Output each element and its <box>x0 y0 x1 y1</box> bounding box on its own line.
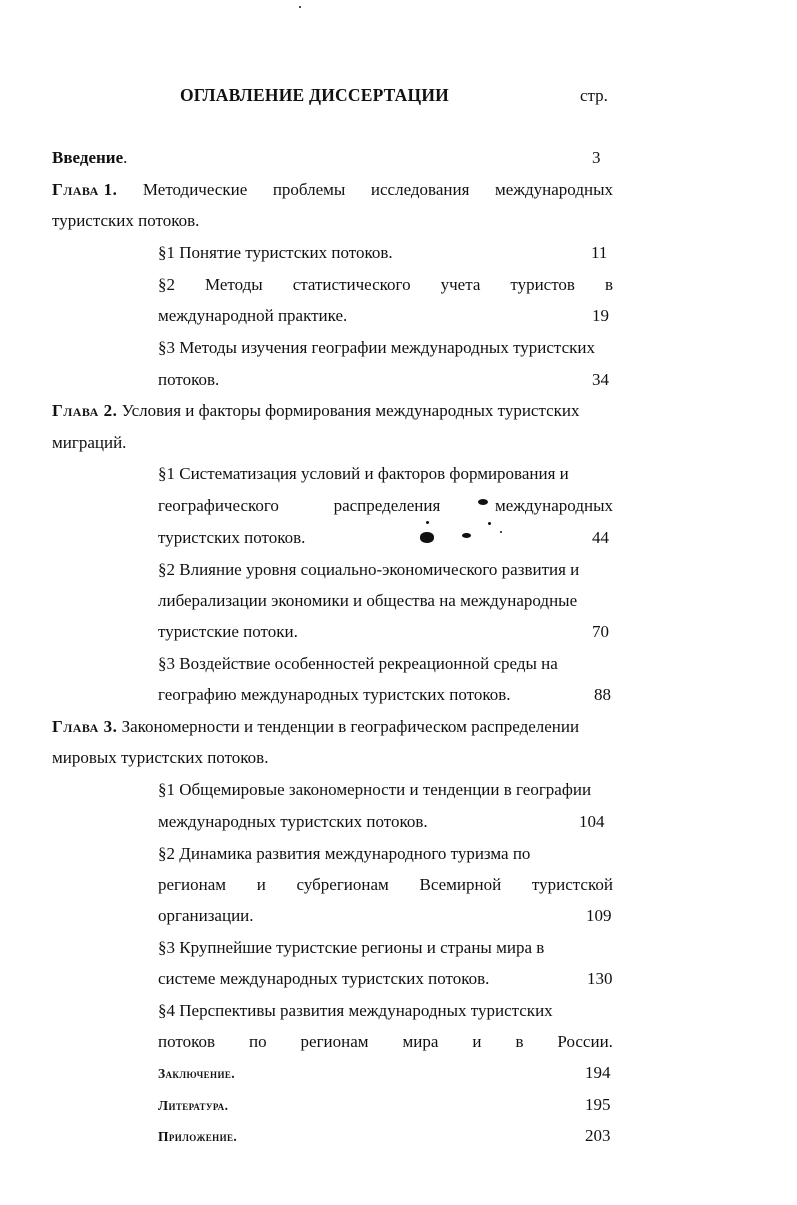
chapter-1-heading <box>52 180 613 200</box>
ch3-section-4-cont <box>158 1032 613 1052</box>
ch1-section-2 <box>158 275 613 295</box>
ch1-section-2-word: в <box>604 275 613 294</box>
ch3-section-4: §4 Перспективы развития международных туристских <box>158 1001 553 1020</box>
chapter-3-title: Закономерности и тенденции в географическом распределении <box>121 717 580 736</box>
literature-page: 195 <box>585 1095 611 1114</box>
conclusion-label: Заключение. <box>158 1066 236 1081</box>
literature-label: Литература. <box>158 1098 229 1113</box>
ch3-section-4-word: по <box>248 1032 267 1051</box>
ch3-section-3: §3 Крупнейшие туристские регионы и страны мира в <box>158 938 545 957</box>
ch1-section-1: §1 Понятие туристских потоков. <box>158 243 393 262</box>
ch1-section-2-word: учета <box>440 275 481 294</box>
ch3-section-1: §1 Общемировые закономерности и тенденции в географии <box>158 780 592 799</box>
ch3-section-4-word: потоков <box>158 1032 216 1051</box>
ch2-section-3-page: 88 <box>594 685 611 704</box>
ch3-section-2-cont2: организации. <box>158 906 254 925</box>
intro-dot: . <box>123 148 128 167</box>
ch3-section-2-word: и <box>256 875 266 894</box>
ch3-section-2-word: регионам <box>158 875 227 894</box>
ch3-section-3-cont: системе международных туристских потоков. <box>158 969 490 988</box>
chapter-2-label: Глава 2. <box>52 401 118 420</box>
ch3-section-4-word: и <box>472 1032 482 1051</box>
ch2-section-1-word: распределения <box>333 496 441 515</box>
chapter-1-word: Методические <box>142 180 248 199</box>
ch3-section-2-word: Всемирной <box>419 875 502 894</box>
ch2-section-2-cont: либерализации экономики и общества на международные <box>158 591 578 610</box>
ch3-section-1-cont: международных туристских потоков. <box>158 812 428 831</box>
ch1-section-2-page: 19 <box>592 306 609 325</box>
chapter-1-word: исследования <box>370 180 470 199</box>
scan-speck <box>488 522 491 525</box>
ch1-section-2-cont: международной практике. <box>158 306 348 325</box>
chapter-3-heading-cont: мировых туристских потоков. <box>52 748 269 767</box>
intro-label: Введение <box>52 148 124 167</box>
appendix-page: 203 <box>585 1126 611 1145</box>
toc-title: ОГЛАВЛЕНИЕ ДИССЕРТАЦИИ <box>180 85 449 105</box>
chapter-1-word: проблемы <box>272 180 346 199</box>
ch2-section-1-cont2: туристских потоков. <box>158 528 306 547</box>
ch2-section-1-page: 44 <box>592 528 609 547</box>
ch1-section-1-page: 11 <box>591 243 608 262</box>
chapter-3-label: Глава 3. <box>52 717 118 736</box>
ch2-section-3-cont: географию международных туристских потоков. <box>158 685 511 704</box>
ch1-section-2-word: статистического <box>292 275 411 294</box>
intro-entry <box>52 148 127 168</box>
ch1-section-3: §3 Методы изучения географии международных туристских <box>158 338 595 357</box>
ch3-section-2-word: субрегионам <box>296 875 389 894</box>
ch2-section-1: §1 Систематизация условий и факторов формирования и <box>158 464 569 483</box>
conclusion-page: 194 <box>585 1063 611 1082</box>
ch3-section-3-page: 130 <box>587 969 613 988</box>
appendix-label: Приложение. <box>158 1129 238 1144</box>
ch3-section-4-word: в <box>515 1032 524 1051</box>
scan-speck <box>420 532 434 543</box>
ch2-section-2-cont2: туристские потоки. <box>158 622 298 641</box>
chapter-1-heading-cont: туристских потоков. <box>52 211 200 230</box>
ch2-section-1-word: международных <box>494 496 613 515</box>
ch3-section-2-page: 109 <box>586 906 612 925</box>
ch1-section-3-page: 34 <box>592 370 609 389</box>
scan-speck <box>462 533 471 538</box>
ch1-section-2-word: туристов <box>510 275 575 294</box>
ch3-section-4-word: регионам <box>300 1032 369 1051</box>
ch3-section-4-word: мира <box>402 1032 439 1051</box>
ch1-section-3-cont: потоков. <box>158 370 220 389</box>
ch2-section-2: §2 Влияние уровня социально-экономического развития и <box>158 560 580 579</box>
ch3-section-2-word: туристской <box>531 875 613 894</box>
scan-speck <box>500 531 502 533</box>
chapter-2-title: Условия и факторы формирования международных туристских <box>121 401 580 420</box>
chapter-1-label: Глава 1. <box>52 180 118 199</box>
ch2-section-1-word: географического <box>158 496 279 515</box>
ch3-section-1-page: 104 <box>579 812 605 831</box>
ch3-section-4-word: России. <box>557 1032 613 1051</box>
ch2-section-3: §3 Воздействие особенностей рекреационной среды на <box>158 654 558 673</box>
ch1-section-2-word: Методы <box>204 275 263 294</box>
scan-speck <box>299 6 301 8</box>
ch3-section-2: §2 Динамика развития международного туризма по <box>158 844 531 863</box>
intro-page: 3 <box>592 148 601 167</box>
ch2-section-1-cont <box>158 496 613 516</box>
scan-speck <box>426 521 429 524</box>
chapter-2-heading-cont: миграций. <box>52 433 127 452</box>
chapter-2-heading <box>52 401 580 421</box>
ch2-section-2-page: 70 <box>592 622 609 641</box>
page-column-label: стр. <box>580 86 608 105</box>
ch1-section-2-word: §2 <box>158 275 175 294</box>
ch3-section-2-cont <box>158 875 613 895</box>
chapter-3-heading <box>52 717 579 737</box>
chapter-1-word: международных <box>494 180 613 199</box>
